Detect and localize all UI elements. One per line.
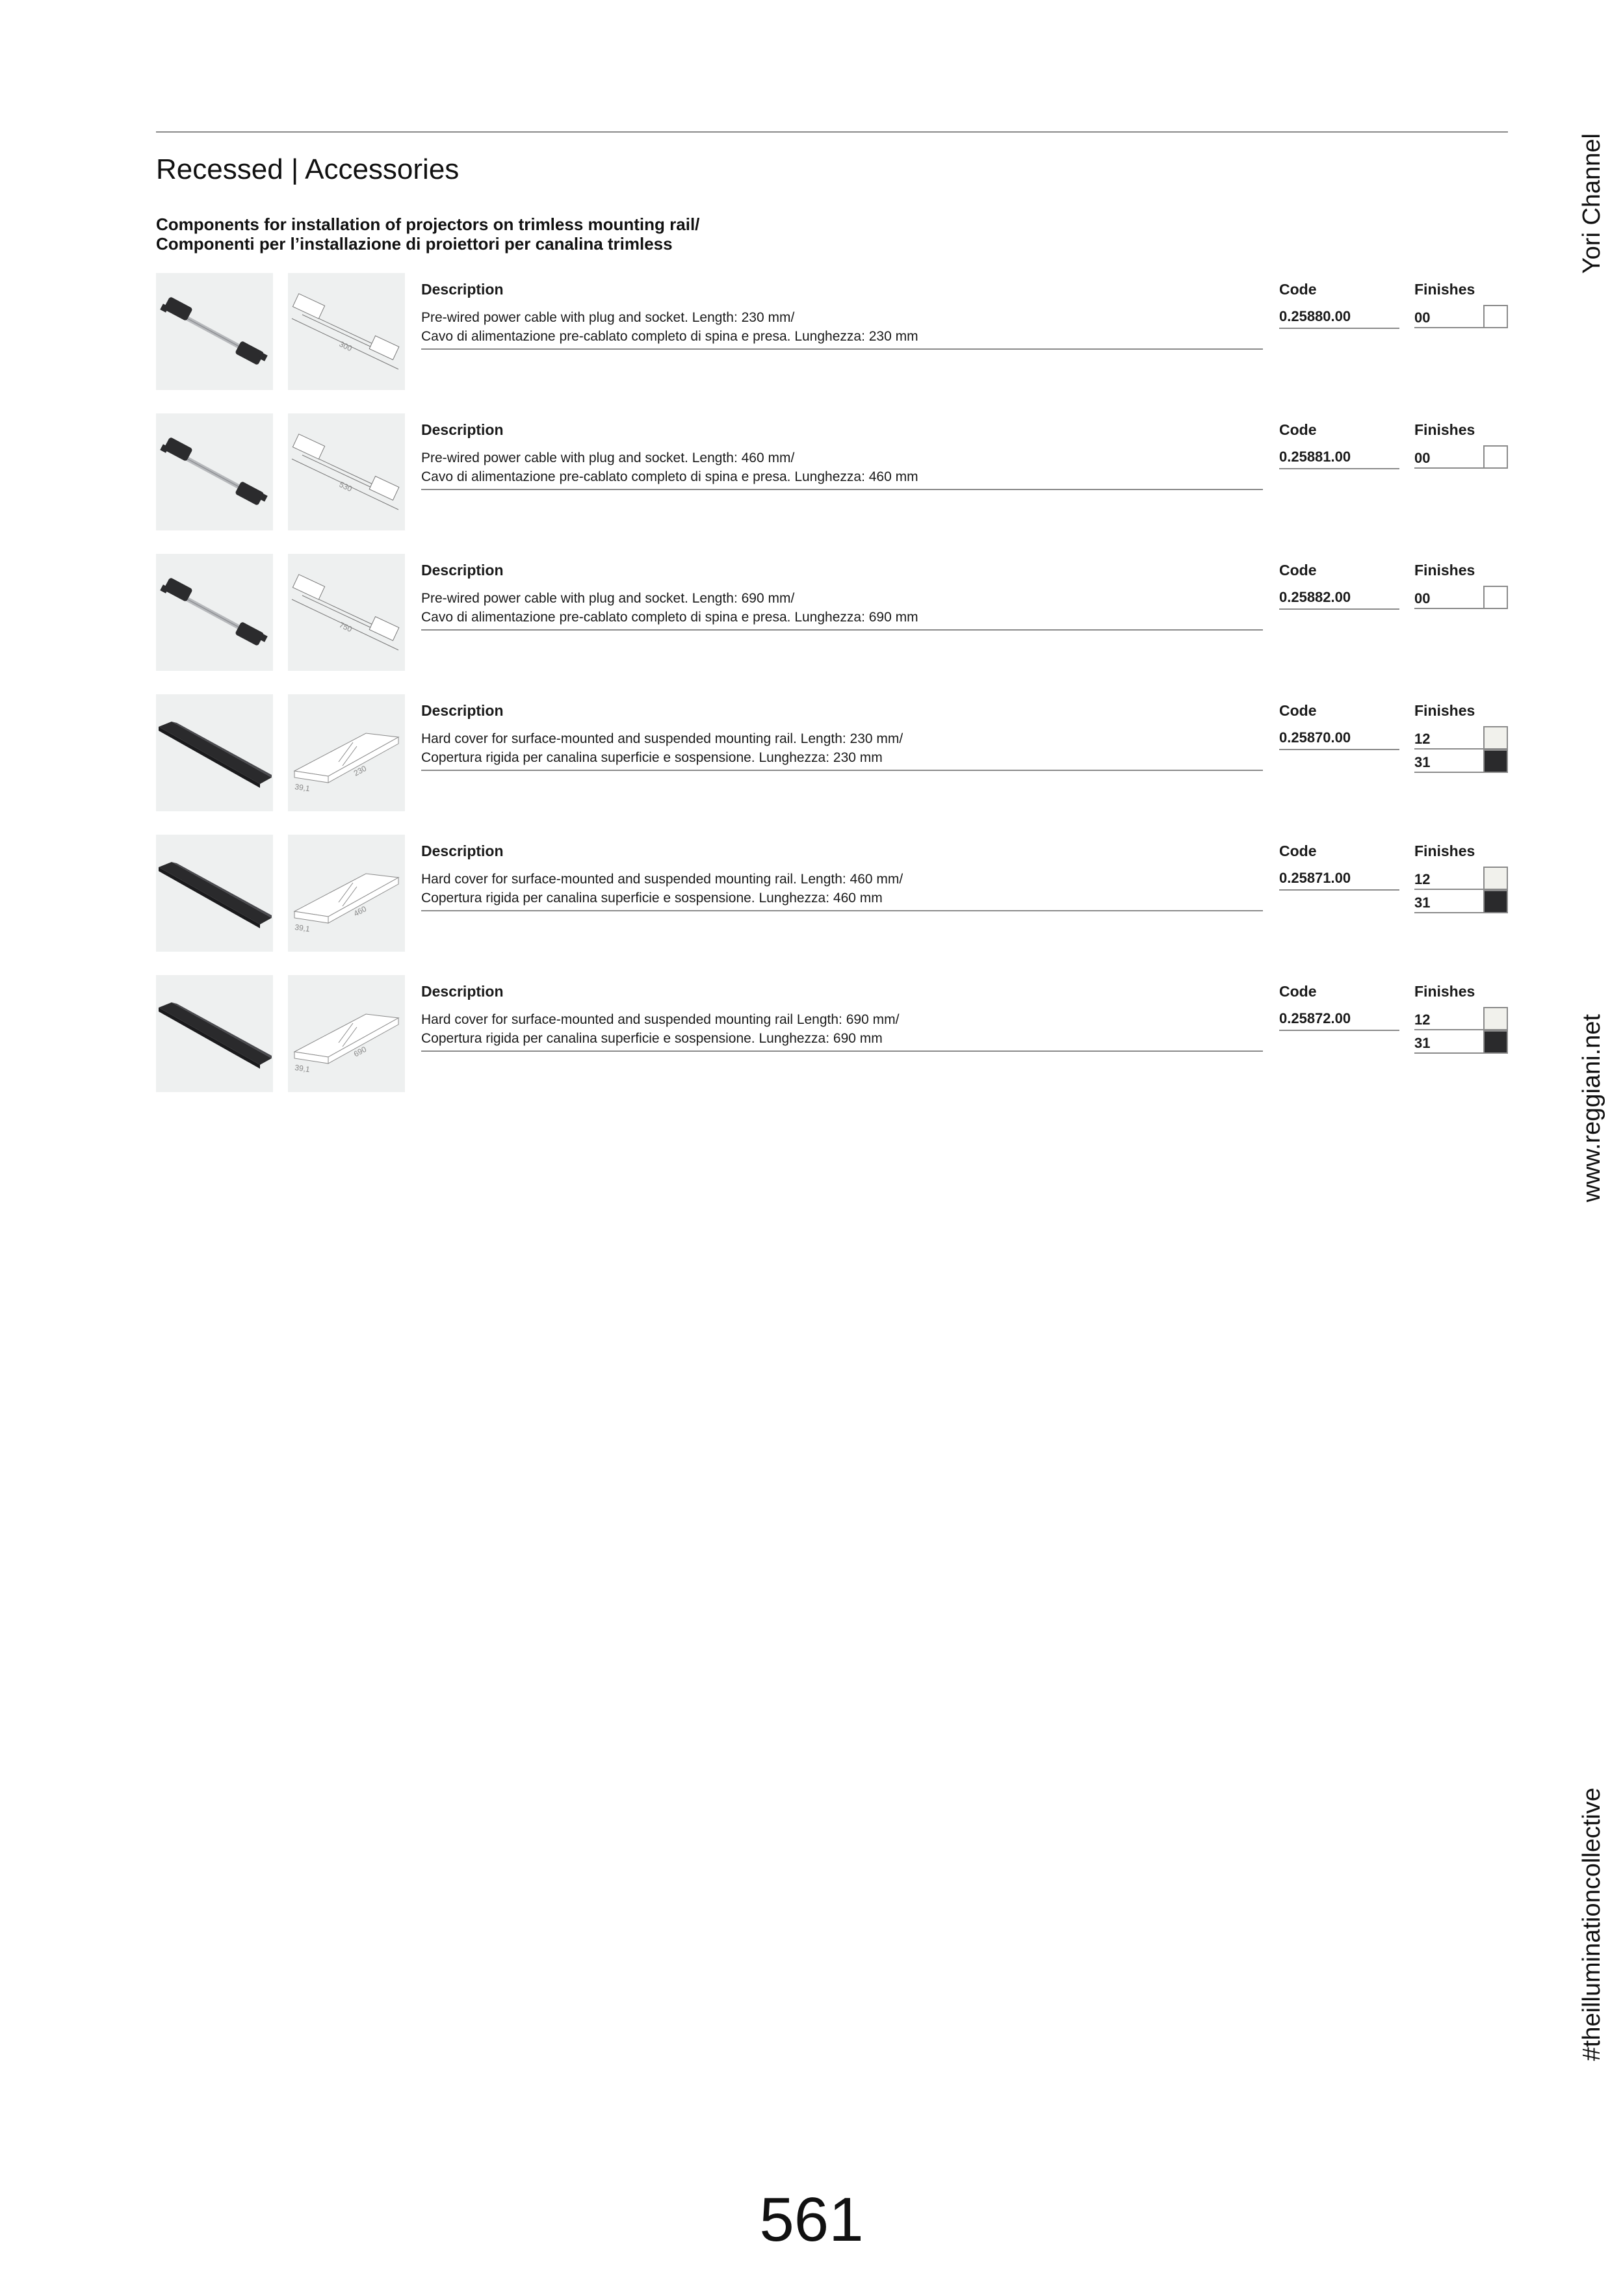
finish-option bbox=[1414, 305, 1508, 328]
product-row bbox=[156, 694, 1508, 811]
finish-option bbox=[1414, 890, 1508, 913]
code-block bbox=[1279, 702, 1399, 750]
description-it: Cavo di alimentazione pre-cablato completo di spina e presa. Lunghezza: 230 mm bbox=[421, 329, 918, 344]
cable-drawing-icon bbox=[292, 434, 399, 510]
code-block bbox=[1279, 562, 1399, 610]
code-label: Code bbox=[1279, 421, 1317, 438]
product-photo bbox=[156, 554, 273, 671]
description-label: Description bbox=[421, 842, 504, 859]
product-row bbox=[156, 413, 1508, 530]
finish-code: 12 bbox=[1414, 871, 1431, 887]
finishes-block bbox=[1414, 702, 1508, 773]
page-title: Recessed | Accessories bbox=[156, 153, 460, 185]
side-website-link[interactable]: www.reggiani.net bbox=[1578, 1014, 1605, 1203]
cover-photo-icon bbox=[159, 862, 272, 928]
drawing-width-label: 39,1 bbox=[294, 782, 311, 794]
code-block bbox=[1279, 842, 1399, 891]
finish-code: 12 bbox=[1414, 731, 1431, 747]
description-block bbox=[421, 702, 1263, 771]
finish-code: 31 bbox=[1414, 754, 1431, 770]
finishes-block bbox=[1414, 983, 1508, 1054]
finish-swatch bbox=[1483, 305, 1508, 328]
product-list bbox=[156, 273, 1508, 1115]
product-code: 0.25871.00 bbox=[1279, 870, 1399, 891]
finish-code: 00 bbox=[1414, 309, 1431, 326]
description-it: Cavo di alimentazione pre-cablato completo di spina e presa. Lunghezza: 460 mm bbox=[421, 469, 918, 484]
description-it: Cavo di alimentazione pre-cablato completo di spina e presa. Lunghezza: 690 mm bbox=[421, 610, 918, 625]
finish-code: 31 bbox=[1414, 1035, 1431, 1051]
code-label: Code bbox=[1279, 562, 1317, 579]
finishes-block bbox=[1414, 281, 1508, 328]
page-number: 561 bbox=[759, 2185, 864, 2254]
product-drawing bbox=[288, 413, 405, 530]
description-label: Description bbox=[421, 281, 504, 298]
section-heading-en: Components for installation of projectors on trimless mounting rail/ bbox=[156, 215, 700, 234]
finish-swatch bbox=[1483, 726, 1508, 750]
cable-photo-icon bbox=[160, 437, 268, 506]
side-hashtag: #theilluminationcollective bbox=[1578, 1788, 1605, 2061]
finishes-label: Finishes bbox=[1414, 281, 1475, 298]
drawing-length-label: 460 bbox=[352, 904, 369, 919]
cable-photo-icon bbox=[160, 296, 268, 365]
product-row bbox=[156, 273, 1508, 390]
description-en: Pre-wired power cable with plug and socket. Length: 690 mm/ bbox=[421, 591, 795, 606]
product-drawing bbox=[288, 554, 405, 671]
finish-swatch bbox=[1483, 445, 1508, 469]
finish-code: 00 bbox=[1414, 590, 1431, 607]
description-text bbox=[421, 729, 1263, 771]
finish-option bbox=[1414, 586, 1508, 609]
description-en: Pre-wired power cable with plug and socket. Length: 460 mm/ bbox=[421, 450, 795, 465]
code-block bbox=[1279, 421, 1399, 469]
product-drawing bbox=[288, 975, 405, 1092]
drawing-dimension-label: 530 bbox=[337, 480, 354, 494]
description-en: Hard cover for surface-mounted and suspended mounting rail Length: 690 mm/ bbox=[421, 1012, 900, 1027]
product-row bbox=[156, 554, 1508, 671]
description-block bbox=[421, 842, 1263, 911]
finish-option bbox=[1414, 750, 1508, 773]
finish-option bbox=[1414, 726, 1508, 750]
finishes-block bbox=[1414, 562, 1508, 609]
finishes-label: Finishes bbox=[1414, 562, 1475, 579]
cover-drawing-icon bbox=[294, 1014, 398, 1063]
finish-code: 12 bbox=[1414, 1011, 1431, 1028]
finish-swatch bbox=[1483, 867, 1508, 890]
product-code: 0.25880.00 bbox=[1279, 308, 1399, 329]
finish-option bbox=[1414, 1030, 1508, 1054]
finish-option bbox=[1414, 867, 1508, 890]
finish-option bbox=[1414, 1007, 1508, 1030]
code-label: Code bbox=[1279, 281, 1317, 298]
code-label: Code bbox=[1279, 842, 1317, 859]
cover-drawing-icon bbox=[294, 874, 398, 923]
product-photo bbox=[156, 413, 273, 530]
description-label: Description bbox=[421, 702, 504, 719]
description-label: Description bbox=[421, 562, 504, 579]
description-text bbox=[421, 308, 1263, 350]
code-block bbox=[1279, 983, 1399, 1031]
drawing-length-label: 230 bbox=[352, 763, 369, 778]
description-text bbox=[421, 589, 1263, 631]
product-photo bbox=[156, 273, 273, 390]
description-block bbox=[421, 983, 1263, 1052]
finishes-label: Finishes bbox=[1414, 983, 1475, 1000]
description-block bbox=[421, 281, 1263, 350]
cable-photo-icon bbox=[160, 577, 268, 646]
description-it: Copertura rigida per canalina superficie e sospensione. Lunghezza: 460 mm bbox=[421, 891, 883, 906]
finish-option bbox=[1414, 445, 1508, 469]
finishes-block bbox=[1414, 421, 1508, 469]
description-text bbox=[421, 1010, 1263, 1052]
description-it: Copertura rigida per canalina superficie e sospensione. Lunghezza: 690 mm bbox=[421, 1031, 883, 1046]
code-label: Code bbox=[1279, 983, 1317, 1000]
product-photo bbox=[156, 835, 273, 952]
finish-swatch bbox=[1483, 1030, 1508, 1054]
finish-code: 00 bbox=[1414, 450, 1431, 466]
product-drawing bbox=[288, 694, 405, 811]
drawing-width-label: 39,1 bbox=[294, 922, 311, 934]
finishes-label: Finishes bbox=[1414, 702, 1475, 719]
finish-swatch bbox=[1483, 750, 1508, 773]
cable-drawing-icon bbox=[292, 294, 399, 369]
cover-photo-icon bbox=[159, 722, 272, 788]
finish-swatch bbox=[1483, 586, 1508, 609]
description-en: Hard cover for surface-mounted and suspended mounting rail. Length: 460 mm/ bbox=[421, 872, 903, 887]
product-row bbox=[156, 975, 1508, 1092]
description-text bbox=[421, 870, 1263, 911]
cable-drawing-icon bbox=[292, 575, 399, 650]
finishes-label: Finishes bbox=[1414, 842, 1475, 859]
description-label: Description bbox=[421, 983, 504, 1000]
product-row bbox=[156, 835, 1508, 952]
description-block bbox=[421, 421, 1263, 490]
product-code: 0.25872.00 bbox=[1279, 1010, 1399, 1031]
product-drawing bbox=[288, 273, 405, 390]
product-code: 0.25870.00 bbox=[1279, 729, 1399, 750]
top-divider bbox=[156, 131, 1508, 133]
section-heading-it: Componenti per l’installazione di proiettori per canalina trimless bbox=[156, 234, 673, 254]
description-en: Pre-wired power cable with plug and socket. Length: 230 mm/ bbox=[421, 310, 795, 325]
description-en: Hard cover for surface-mounted and suspended mounting rail. Length: 230 mm/ bbox=[421, 731, 903, 746]
description-label: Description bbox=[421, 421, 504, 438]
drawing-width-label: 39,1 bbox=[294, 1063, 311, 1075]
product-photo bbox=[156, 975, 273, 1092]
cover-drawing-icon bbox=[294, 733, 398, 783]
finishes-label: Finishes bbox=[1414, 421, 1475, 438]
cover-photo-icon bbox=[159, 1002, 272, 1069]
side-brand-label: Yori Channel bbox=[1578, 133, 1605, 274]
code-block bbox=[1279, 281, 1399, 329]
description-it: Copertura rigida per canalina superficie e sospensione. Lunghezza: 230 mm bbox=[421, 750, 883, 765]
description-text bbox=[421, 449, 1263, 490]
product-code: 0.25881.00 bbox=[1279, 449, 1399, 469]
section-heading bbox=[156, 215, 699, 254]
finishes-block bbox=[1414, 842, 1508, 913]
finish-swatch bbox=[1483, 1007, 1508, 1030]
product-code: 0.25882.00 bbox=[1279, 589, 1399, 610]
code-label: Code bbox=[1279, 702, 1317, 719]
drawing-dimension-label: 750 bbox=[337, 620, 354, 634]
drawing-length-label: 690 bbox=[352, 1044, 369, 1059]
product-drawing bbox=[288, 835, 405, 952]
finish-code: 31 bbox=[1414, 894, 1431, 911]
product-photo bbox=[156, 694, 273, 811]
description-block bbox=[421, 562, 1263, 631]
drawing-dimension-label: 300 bbox=[337, 339, 354, 354]
finish-swatch bbox=[1483, 890, 1508, 913]
